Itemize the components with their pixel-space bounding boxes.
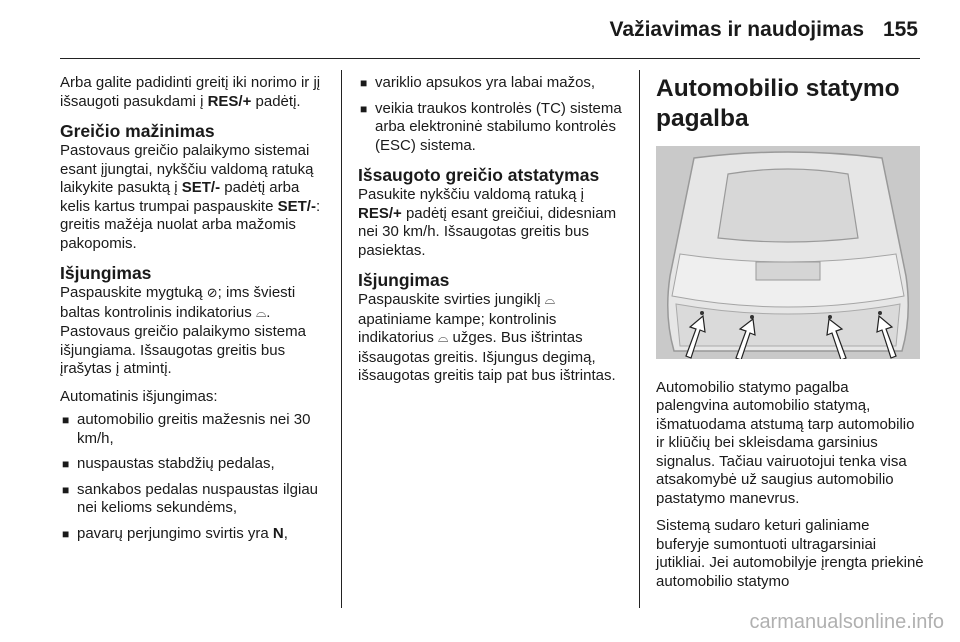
deactivation-text-2: Pastovaus greičio palaikymo sistema išjungiama. Išsaugotas greitis bus įrašytas į atmintį. [60,323,306,377]
speed-reduction-text: Pastovaus greičio palaikymo sistemai esant įjungtai, nykščiu valdomą ratuką laikykite pasuktą į SET/- padėtį arba kelis kartus trumpai paspauskite SET/-: greitis mažėja nuolat arba mažomis pakopomis. [60,142,321,252]
parking-assist-paragraph-2: Sistemą sudaro keturi galiniame buferyje sumontuoti ultragarsiniai jutikliai. Jei automobilyje įrengta priekinė automobilio statymo [656,517,924,590]
list-item: ■ sankabos pedalas nuspaustas ilgiau nei kelioms sekundėms, [60,481,332,518]
cruise-off-button-icon: ⊘ [206,286,218,301]
list-item: ■ nuspaustas stabdžių pedalas, [60,455,332,474]
deactivation-text-col2: Paspauskite svirties jungiklį ⌓ apatiniame kampe; kontrolinis indikatorius ⌓ užges. Bus ištrintas išsaugotas greitis. Išjungus degimą, išsaugotas greitis taip pat bus ištrintas. [358,291,616,384]
column-divider [639,70,640,608]
section-title-parking-assist: Automobilio statymo pagalba [656,75,900,132]
header-rule [60,58,920,59]
column-3 [656,74,924,600]
section-title-resume: Išsaugoto greičio atstatymas [358,165,600,185]
section-title-deactivation: Išjungimas [60,263,152,283]
cruise-control-indicator-icon: ⌓ [255,305,267,321]
rear-bumper-sensors-figure [656,146,920,359]
list-item: ■ variklio apsukos yra labai mažos, [358,74,628,93]
header-title: Važiavimas ir naudojimas [609,18,864,41]
auto-off-label: Automatinis išjungimas: [60,387,218,405]
section-title-deactivation-2: Išjungimas [358,270,450,290]
list-item: ■ pavarų perjungimo svirtis yra N, [60,525,332,544]
parking-assist-paragraph-1: Automobilio statymo pagalba palengvina automobilio statymą, išmatuodama atstumą tarp automobilio ir kliūčių bei skleisdama garsinius signalus. Tačiau vairuotojui tenka visa atsakomybė už saugius automobilio pastatymo manevrus. [656,378,915,507]
column-2 [358,74,628,395]
auto-off-list-continued [358,74,628,155]
section-title-speed-reduction: Greičio mažinimas [60,121,215,141]
list-item: ■ automobilio greitis mažesnis nei 30 km/h, [60,411,332,448]
cruise-control-indicator-icon: ⌓ [438,331,449,346]
page-number: 155 [882,18,918,41]
cruise-control-indicator-icon: ⌓ [544,293,556,308]
auto-off-list [60,411,332,543]
watermark: carmanualsonline.info [749,611,944,633]
column-1 [60,74,332,550]
list-item: ■ veikia traukos kontrolės (TC) sistema arba elektroninė stabilumo kontrolės (ESC) sistema. [358,100,628,156]
intro-paragraph: Arba galite padidinti greitį iki norimo ir jį išsaugoti pasukdami į RES/+ padėtį. [60,74,321,110]
resume-text: Pasukite nykščiu valdomą ratuką į RES/+ padėtį esant greičiui, didesniam nei 30 km/h. Išsaugotas greitis bus pasiektas. [358,186,617,259]
column-divider [341,70,342,608]
deactivation-text: Paspauskite mygtuką ⊘; ims šviesti baltas kontrolinis indikatorius ⌓. [60,284,296,321]
